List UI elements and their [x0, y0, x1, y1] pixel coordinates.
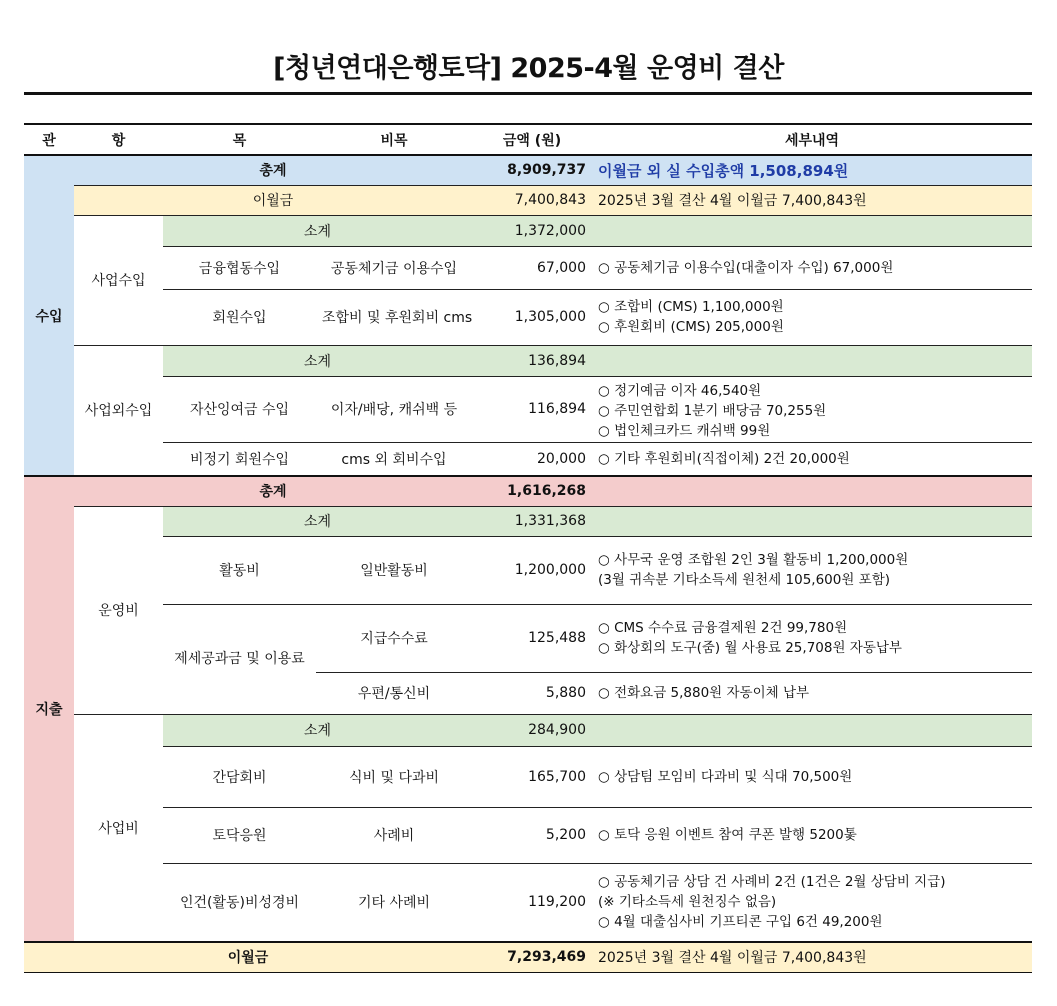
- non-business-income-label: 사업외수입: [74, 345, 163, 476]
- title-divider: [24, 92, 1032, 95]
- operating-label: 운영비: [74, 506, 163, 714]
- table-row: 활동비 일반활동비 1,200,000 ○ 사무국 운영 조합원 2인 3월 활동비 1,200,000원 (3월 귀속분 기타소득세 원천세 105,600원 포함): [24, 536, 1032, 604]
- table-row: 우편/통신비 5,880 ○ 전화요금 5,880원 자동이체 납부: [24, 672, 1032, 714]
- final-carryover-label: 이월금: [24, 942, 472, 972]
- table-row: 자산잉여금 수입 이자/배당, 캐쉬백 등 116,894 ○ 정기예금 이자 46,540원 ○ 주민연합회 1분기 배당금 70,255원 ○ 법인체크카드 캐쉬백 99원: [24, 376, 1032, 442]
- income-total-row: [24, 155, 1032, 185]
- income-total-amount: 8,909,737: [472, 155, 592, 185]
- income-section-label: 수입: [24, 155, 74, 476]
- final-carryover-detail: 2025년 3월 결산 4월 이월금 7,400,843원: [592, 942, 1032, 972]
- income-carryover-label: 이월금: [74, 185, 472, 215]
- income-carryover-amount: 7,400,843: [472, 185, 592, 215]
- income-carryover-row: [24, 185, 1032, 215]
- table-row: 제세공과금 및 이용료 지급수수료 125,488 ○ CMS 수수료 금융결제원 2건 99,780원 ○ 화상회의 도구(줌) 월 사용료 25,708원 자동납부: [24, 604, 1032, 672]
- table-header-row: [24, 124, 1032, 155]
- table-row: 간담회비 식비 및 다과비 165,700 ○ 상담팀 모임비 다과비 및 식대 70,500원: [24, 746, 1032, 807]
- final-carryover-amount: 7,293,469: [472, 942, 592, 972]
- final-carryover-row: [24, 942, 1032, 972]
- header-mok: 목: [163, 124, 316, 155]
- header-detail: 세부내역: [592, 124, 1032, 155]
- income-total-detail: 이월금 외 실 수입총액 1,508,894원: [592, 155, 1032, 185]
- income-carryover-detail: 2025년 3월 결산 4월 이월금 7,400,843원: [592, 185, 1032, 215]
- project-subtotal-row: 사업비 소계 284,900: [24, 714, 1032, 746]
- business-income-subtotal-amount: 1,372,000: [472, 215, 592, 246]
- operating-subtotal-row: 운영비 소계 1,331,368: [24, 506, 1032, 536]
- header-hang: 항: [74, 124, 163, 155]
- table-row: 금융협동수입 공동체기금 이용수입 67,000 ○ 공동체기금 이용수입(대출이자 수입) 67,000원: [24, 246, 1032, 289]
- non-business-income-subtotal-row: 사업외수입 소계 136,894: [24, 345, 1032, 376]
- budget-table: [24, 123, 1032, 973]
- business-income-label: 사업수입: [74, 215, 163, 345]
- expense-section-label: 지출: [24, 476, 74, 942]
- table-row: 인건(활동)비성경비 기타 사례비 119,200 ○ 공동체기금 상담 건 사례비 2건 (1건은 2월 상담비 지급) (※ 기타소득세 원천징수 없음) ○ 4월 대출심사비 기프티콘 구입 6건 49,200원: [24, 863, 1032, 942]
- business-income-subtotal-row: [24, 215, 1032, 246]
- business-income-subtotal-label: 소계: [163, 215, 472, 246]
- table-row: 토닥응원 사례비 5,200 ○ 토닥 응원 이벤트 참여 쿠폰 발행 5200톷: [24, 807, 1032, 863]
- header-amount: 금액 (원): [472, 124, 592, 155]
- page-title: [청년연대은행토닥] 2025-4월 운영비 결산: [273, 53, 784, 84]
- table-row: 회원수입 조합비 및 후원회비 cms 1,305,000 ○ 조합비 (CMS) 1,100,000원 ○ 후원회비 (CMS) 205,000원: [24, 289, 1032, 345]
- income-total-label: 총계: [74, 155, 472, 185]
- table-row: 비정기 회원수입 cms 외 회비수입 20,000 ○ 기타 후원회비(직접이체) 2건 20,000원: [24, 442, 1032, 476]
- header-bimok: 비목: [316, 124, 472, 155]
- expense-total-row: 지출 총계 1,616,268: [24, 476, 1032, 506]
- header-gwan: 관: [24, 124, 74, 155]
- project-label: 사업비: [74, 714, 163, 942]
